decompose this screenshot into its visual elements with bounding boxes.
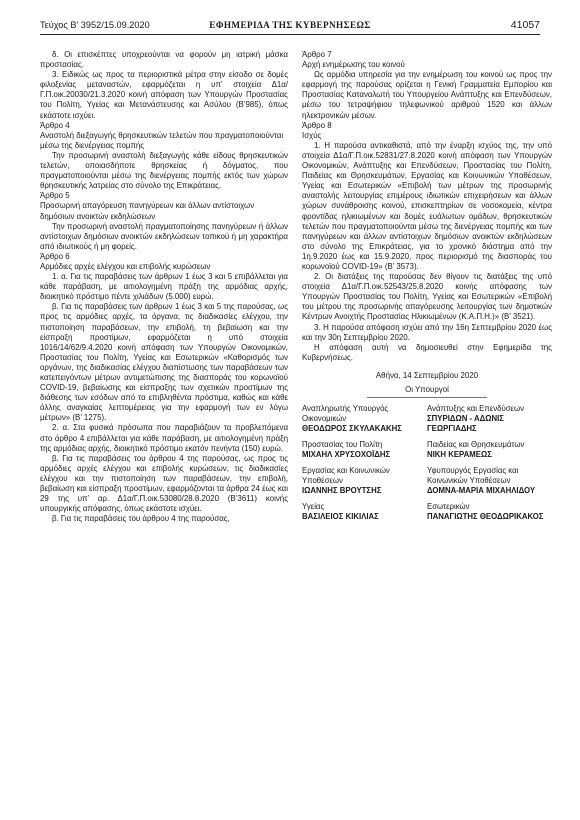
signature-role: Αναπληρωτής Υπουργός Οικονομικών [302, 404, 389, 424]
article-6-title: Άρθρο 6 [40, 251, 70, 261]
signature-name: ΒΑΣΙΛΕΙΟΣ ΚΙΚΙΛΙΑΣ [302, 512, 379, 522]
left-column [40, 50, 288, 812]
signature-block [302, 440, 427, 466]
signature-name: ΝΙΚΗ ΚΕΡΑΜΕΩΣ [427, 450, 492, 460]
article-6-subtitle: Αρμόδιες αρχές ελέγχου και επιβολής κυρώσεων [40, 261, 211, 271]
signature-role: Προστασίας του Πολίτη [302, 440, 383, 450]
paragraph: β. Για τις παραβάσεις του άρθρου 4 της παρούσας, [52, 514, 230, 524]
place-date: Αθήνα, 14 Σεπτεμβρίου 2020 [375, 370, 479, 380]
signature-block [302, 466, 427, 502]
signature-name: ΘΕΟΔΩΡΟΣ ΣΚΥΛΑΚΑΚΗΣ [302, 424, 402, 434]
paragraph: β. Για τις παραβάσεις των άρθρων 1 έως 3 και 5 της παρούσας, ως προς τις αρμόδιες αρχές, τα όργανα, τις διαδικασίες ελέγχου, την πιστοποίηση παραβάσεων, την επιβολή, τη βεβαίωση και την είσπραξη προστίμων, εφαρμόζεται η υπό στοιχεία 1016/14/62/9.4.2020 κοινή απόφαση των Υπουργών Οικονομικών, Προστασίας του Πολίτη, Υγείας και Εσωτερικών «Καθορισμός των οργάνων, της διαδικασίας ελέγχου διαπίστωσης των παραβάσεων των κατεπειγόντων μέτρων αντιμετώπισης της διασποράς του κορωνοϊού COVID-19, βεβαίωσης και είσπραξης των σχετικών προστίμων της διάθεσης των εσόδων από τα επιβληθέντα πρόστιμα, καθώς και κάθε άλλης αναγκαίας λεπτομέρειας για την εφαρμογή των εν λόγω μέτρων» (Β’ 1275). [40, 302, 288, 423]
article-8-title: Άρθρο 8 [302, 120, 332, 130]
signature-role: Υφυπουργός Εργασίας και Κοινωνικών Υποθέσεων [427, 466, 519, 486]
signature-name: ΙΩΑΝΝΗΣ ΒΡΟΥΤΣΗΣ [302, 486, 382, 496]
signatures-table [302, 404, 552, 528]
paragraph: 2. Οι διατάξεις της παρούσας δεν θίγουν τις διατάξεις της υπό στοιχεία Δ1α/Γ.Π.οικ.52543/25.8.2020 κοινής απόφασης των Υπουργών Προστασίας του Πολίτη, Υγείας και Εσωτερικών «Επιβολή του μέτρου της προσωρινής απαγόρευσης λειτουργίας των δημοτικών Κέντρων Ανοιχτής Προστασίας Ηλικιωμένων (Κ.Α.Π.Η.)» (Β’ 3521). [302, 272, 552, 322]
divider [367, 397, 487, 398]
paragraph: δ. Οι επισκέπτες υποχρεούνται να φορούν μη ιατρική μάσκα προστασίας. [40, 50, 288, 70]
article-7-subtitle: Αρχή ενημέρωσης του κοινού [302, 60, 405, 70]
signature-name: ΣΠΥΡΙΔΩΝ - ΑΔΩΝΙΣ ΓΕΩΡΓΙΑΔΗΣ [427, 414, 504, 434]
signature-role: Ανάπτυξης και Επενδύσεων [427, 404, 524, 414]
signature-block [427, 404, 552, 440]
page-number: 41057 [510, 19, 540, 31]
paragraph: 1. α. Για τις παραβάσεις των άρθρων 1 έως 3 και 5 επιβάλλεται για κάθε παράβαση, με αιτιολογημένη πράξη της αρμόδιας αρχής, διοικητικό πρόστιμο πέντε χιλιάδων (5.000) ευρώ. [40, 272, 288, 302]
paragraph: Την προσωρινή αναστολή πραγματοποίησης πανηγύρεων ή άλλων αντίστοιχων δημόσιων ανοικτών εκδηλώσεων τοπικού ή μη χαρακτήρα από ιδιωτικούς ή μη φορείς. [40, 221, 288, 251]
signature-name: ΜΙΧΑΗΛ ΧΡΥΣΟΧΟΪΔΗΣ [302, 450, 391, 460]
signature-role: Παιδείας και Θρησκευμάτων [427, 440, 525, 450]
signature-block [427, 466, 552, 502]
paragraph: Την προσωρινή αναστολή διεξαγωγής κάθε είδους θρησκευτικών τελετών, οποιασδήποτε θρησκείας ή δόγματος, που πραγματοποιούνται μέσω της διενέργειας πομπής εκτός των χώρων θρησκευτικής λατρείας στο σύνολο της Επικράτειας. [40, 150, 288, 191]
paragraph: 2. α. Στα φυσικά πρόσωπα που παραβιάζουν τα προβλεπόμενα στο άρθρο 4 επιβάλλεται για κάθε παράβαση, με αιτιολογημένη πράξη της αρμόδιας αρχής, διοικητικό πρόστιμο εκατόν πενήντα (150) ευρώ. [40, 423, 288, 453]
paragraph: 1. Η παρούσα αντικαθιστά, από την έναρξη ισχύος της, την υπό στοιχεία Δ1α/Γ.Π.οικ.52831/27.8.2020 κοινή απόφαση των Υπουργών Οικονομικών, Ανάπτυξης και Επενδύσεων, Προστασίας του Πολίτη, Παιδείας και Θρησκευμάτων, Εργασίας και Κοινωνικών Υποθέσεων, Υγείας και Εσωτερικών «Επιβολή των μέτρων της προσωρινής αναστολής λειτουργίας επιμέρους ιδιωτικών επιχειρήσεων και άλλων χώρων συνάθροισης κοινού, επισκεπτηρίων σε νοσοκομεία, κέντρα φροντίδας ηλικιωμένων και δομές ευάλωτων ομάδων, θρησκευτικών τελετών που πραγματοποιούνται μέσω της διενέργειας πομπής και των πανηγύρεων και άλλων αντίστοιχων δημόσιων ανοικτών εκδηλώσεων στο σύνολο της Επικράτειας, για το χρονικό διάστημα από την 1η.9.2020 έως και 15.9.2020, προς περιορισμό της διασποράς του κορωνοϊού COVID-19» (Β’ 3573). [302, 140, 552, 271]
signature-block [302, 502, 427, 528]
gazette-title: ΕΦΗΜΕΡΙΔΑ ΤΗΣ ΚΥΒΕΡΝΗΣΕΩΣ [209, 20, 371, 30]
signature-block [302, 404, 427, 440]
paragraph: 3. Η παρούσα απόφαση ισχύει από την 16η Σεπτεμβρίου 2020 έως και την 30η Σεπτεμβρίου 2020. [302, 322, 552, 342]
article-8-subtitle: Ισχύς [302, 130, 322, 140]
article-4-title: Άρθρο 4 [40, 120, 70, 130]
right-column [302, 50, 552, 812]
article-5-subtitle: Προσωρινή απαγόρευση πανηγύρεων και άλλων αντίστοιχων δημόσιων ανοικτών εκδηλώσεων [40, 201, 255, 221]
signature-role: Εσωτερικών [427, 502, 470, 512]
paragraph: Η απόφαση αυτή να δημοσιευθεί στην Εφημερίδα της Κυβερνήσεως. [302, 342, 552, 362]
paragraph: Ως αρμόδια υπηρεσία για την ενημέρωση του κοινού ως προς την εφαρμογή της παρούσας ορίζεται η Γενική Γραμματεία Εμπορίου και Προστασίας Καταναλωτή του Υπουργείου Ανάπτυξης και Επενδύσεων, μέσω του τετραψήφιου τηλεφωνικού αριθμού 1520 και άλλων ηλεκτρονικών μέσων. [302, 70, 552, 120]
signature-role: Υγείας [302, 502, 325, 512]
signature-role: Εργασίας και Κοινωνικών Υποθέσεων [302, 466, 390, 486]
signature-name: ΠΑΝΑΓΙΩΤΗΣ ΘΕΟΔΩΡΙΚΑΚΟΣ [427, 512, 544, 522]
ministers-heading: Οι Υπουργοί [405, 385, 449, 394]
article-7-title: Άρθρο 7 [302, 50, 332, 59]
paragraph: 3. Ειδικώς ως προς τα περιοριστικά μέτρα στην είσοδο σε δομές φιλοξενίας μεταναστών, εφαρμόζεται η υπ’ στοιχεία Δ1α/Γ.Π.οικ.20030/21.3.2020 κοινή απόφαση των Υπουργών Προστασίας του Πολίτη, Υγείας και Μετανάστευσης και Ασύλου (Β’985), όπως εκάστοτε ισχύει. [40, 70, 288, 120]
paragraph: β. Για τις παραβάσεις του άρθρου 4 της παρούσας, ως προς τις αρμόδιες αρχές ελέγχου και επιβολής κυρώσεων, τις διαδικασίες ελέγχου και την πιστοποίηση των παραβάσεων, την επιβολή, βεβαίωση και είσπραξη προστίμων, εφαρμόζονται τα άρθρα 24 έως και 29 της υπ’ αρ. Δ1α/Γ.Π.οικ.53080/28.8.2020 (Β’3611) κοινής υπουργικής απόφασης, όπως εκάστοτε ισχύει. [40, 453, 288, 514]
signature-block [427, 502, 552, 528]
issue-number: Τεύχος Β’ 3952/15.09.2020 [40, 20, 150, 30]
signature-block [427, 440, 552, 466]
article-5-title: Άρθρο 5 [40, 191, 70, 201]
article-4-subtitle: Αναστολή διεξαγωγής θρησκευτικών τελετών που πραγματοποιούνται μέσω της διενέργειας πομπής [40, 130, 284, 150]
page-header [40, 18, 540, 35]
signature-name: ΔΟΜΝΑ-ΜΑΡΙΑ ΜΙΧΑΗΛΙΔΟΥ [427, 486, 536, 496]
